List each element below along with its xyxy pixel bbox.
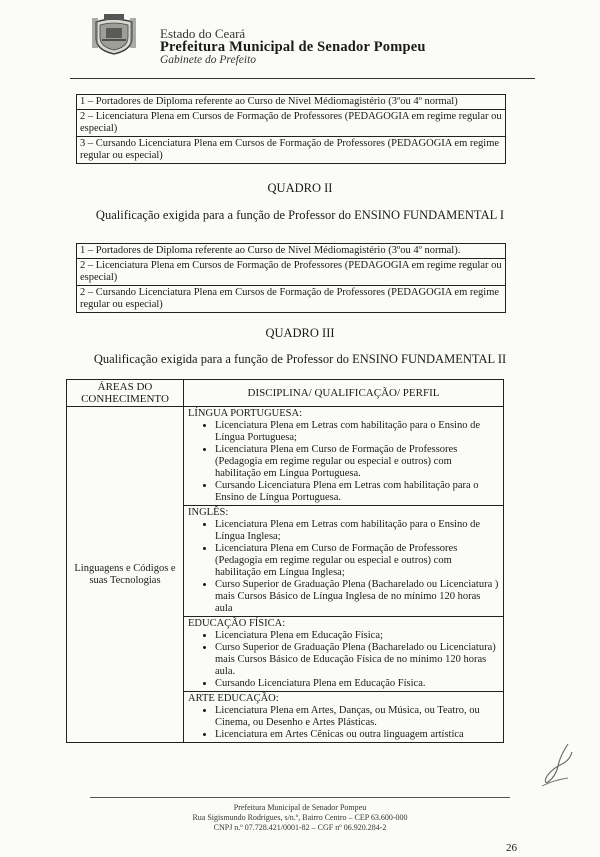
list-item: • Curso Superior de Graduação Plena (Bacharelado ou Licenciatura) mais Cursos Básico de Educação Física de no mínimo 120 horas aula. — [215, 642, 499, 678]
table-row — [77, 259, 506, 286]
table-row — [77, 110, 506, 137]
table-row — [67, 407, 504, 506]
discipline-cell-educacao-fisica — [184, 617, 504, 692]
qualification-table-quadro-2 — [76, 243, 506, 313]
table-cell: 1 – Portadores de Diploma referente ao Curso de Nível Médiomagistério (3ºou 4º normal). — [77, 244, 506, 259]
table-cell: 2 – Licenciatura Plena em Cursos de Formação de Professores (PEDAGOGIA em regime regular ou especial) — [77, 259, 506, 286]
list-item: • Licenciatura Plena em Curso de Formação de Professores (Pedagogia em regime regular ou especial e outros) com habilitação em Língua Inglesa; — [215, 543, 499, 579]
header-divider — [70, 78, 535, 79]
list-item: • Licenciatura Plena em Educação Física; — [215, 630, 499, 642]
table-cell: 2 – Cursando Licenciatura Plena em Cursos de Formação de Professores (PEDAGOGIA em regime regular ou especial) — [77, 286, 506, 313]
discipline-cell-portugues — [184, 407, 504, 506]
qualification-table-quadro-3 — [66, 379, 504, 743]
coat-of-arms-icon — [90, 14, 138, 56]
discipline-list — [188, 630, 499, 690]
page-number: 26 — [506, 842, 517, 854]
discipline-title: INGLÊS: — [188, 507, 229, 518]
discipline-title: EDUCAÇÃO FÍSICA: — [188, 618, 286, 629]
footer-line-1: Prefeitura Municipal de Senador Pompeu — [233, 803, 367, 812]
header-prefeitura: Prefeitura Municipal de Senador Pompeu — [160, 39, 426, 55]
table-row — [77, 286, 506, 313]
quadro-2-title: QUADRO II — [267, 181, 333, 195]
table-row — [77, 137, 506, 164]
list-item: • Licenciatura em Artes Cênicas ou outra linguagem artística — [215, 729, 499, 741]
area-cell: Linguagens e Códigos e suas Tecnologias — [67, 407, 184, 743]
table-cell: 1 – Portadores de Diploma referente ao Curso de Nível Médiomagistério (3ºou 4º normal) — [77, 95, 506, 110]
discipline-list — [188, 420, 499, 504]
discipline-title: LÍNGUA PORTUGUESA: — [188, 408, 302, 419]
list-item: • Licenciatura Plena em Letras com habilitação para o Ensino de Língua Portuguesa; — [215, 420, 499, 444]
list-item: • Cursando Licenciatura Plena em Educação Física. — [215, 678, 499, 690]
discipline-list — [188, 519, 499, 615]
discipline-cell-arte-educacao — [184, 692, 504, 743]
list-item: • Licenciatura Plena em Letras com habilitação para o Ensino de Língua Inglesa; — [215, 519, 499, 543]
qualification-table-top — [76, 94, 506, 164]
discipline-title: ARTE EDUCAÇÃO: — [188, 693, 279, 704]
column-header-areas: ÁREAS DO CONHECIMENTO — [67, 380, 184, 407]
table-row — [77, 95, 506, 110]
signature-icon — [538, 742, 578, 787]
column-header-disciplina: DISCIPLINA/ QUALIFICAÇÃO/ PERFIL — [184, 380, 504, 407]
table-cell: 2 – Licenciatura Plena em Cursos de Formação de Professores (PEDAGOGIA em regime regular ou especial) — [77, 110, 506, 137]
list-item: • Cursando Licenciatura Plena em Letras com habilitação para o Ensino de Língua Portuguesa. — [215, 480, 499, 504]
table-header-row — [67, 380, 504, 407]
footer-line-2: Rua Sigismundo Rodrigues, s/n.º, Bairro Centro – CEP 63.600-000 — [192, 813, 408, 822]
list-item: • Licenciatura Plena em Artes, Danças, ou Música, ou Teatro, ou Cinema, ou Desenho e Artes Plásticas. — [215, 705, 499, 729]
table-row — [77, 244, 506, 259]
footer-divider — [90, 797, 510, 798]
quadro-2-subtitle: Qualificação exigida para a função de Professor do ENSINO FUNDAMENTAL I — [95, 208, 505, 222]
header-gabinete: Gabinete do Prefeito — [160, 54, 257, 66]
header-state: Estado do Ceará — [160, 26, 246, 41]
quadro-3-subtitle: Qualificação exigida para a função de Professor do ENSINO FUNDAMENTAL II — [93, 352, 507, 366]
discipline-cell-ingles — [184, 506, 504, 617]
table-cell: 3 – Cursando Licenciatura Plena em Cursos de Formação de Professores (PEDAGOGIA em regime regular ou especial) — [77, 137, 506, 164]
footer-line-3: CNPJ n.º 07.728.421/0001-82 – CGF nº 06.920.284-2 — [213, 823, 387, 832]
discipline-list — [188, 705, 499, 741]
list-item: • Licenciatura Plena em Curso de Formação de Professores (Pedagogia em regime regular ou especial e outros) com habilitação em Língua Portuguesa. — [215, 444, 499, 480]
quadro-3-title: QUADRO III — [265, 326, 335, 340]
list-item: • Curso Superior de Graduação Plena (Bacharelado ou Licenciatura ) mais Cursos Básico de Língua Inglesa de no mínimo 120 horas aula — [215, 579, 499, 615]
